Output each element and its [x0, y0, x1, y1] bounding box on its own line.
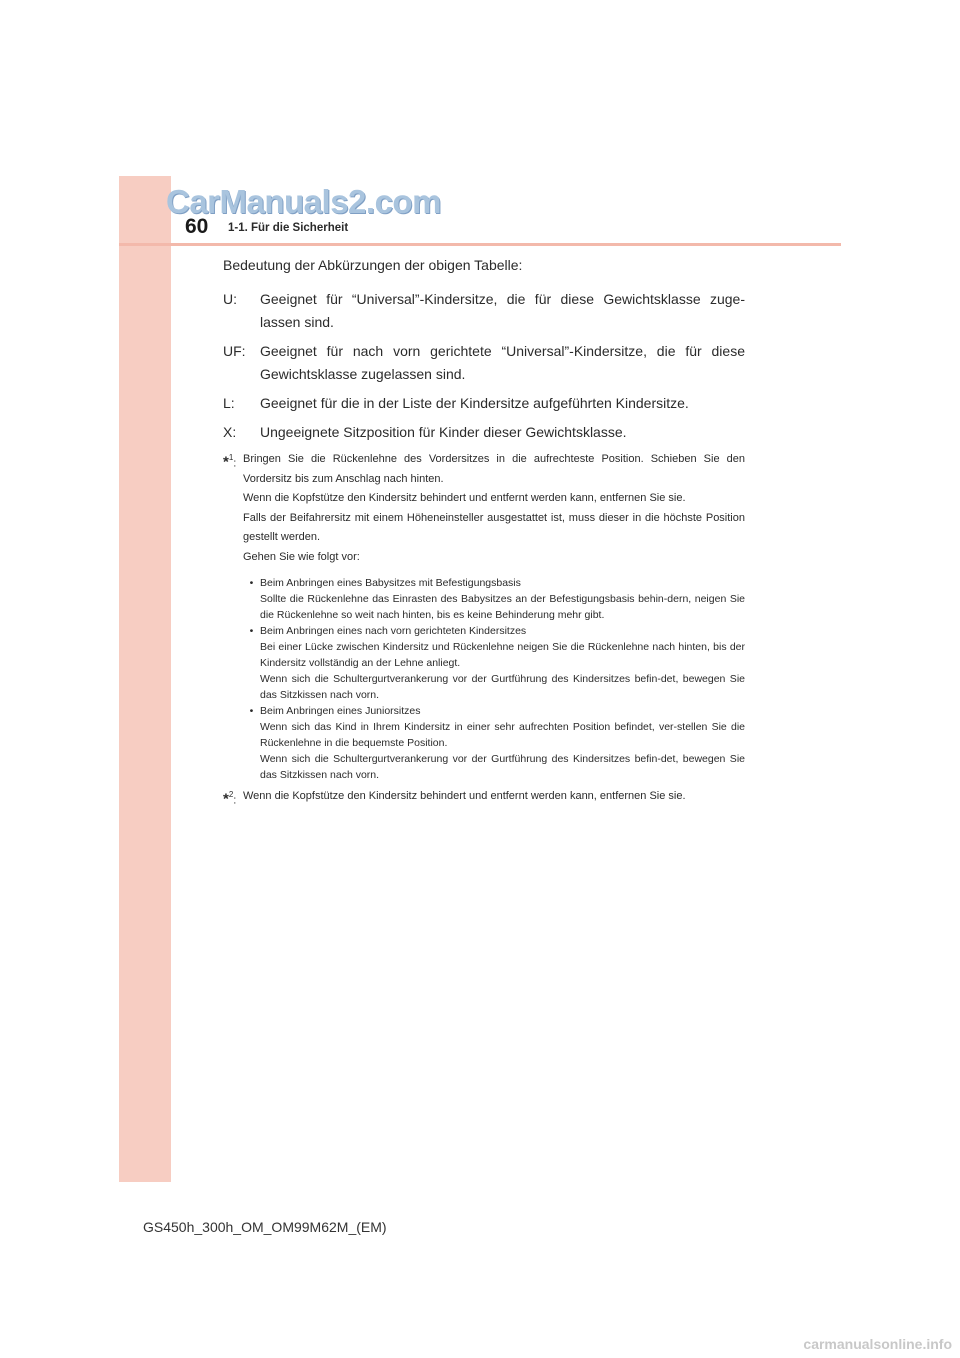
footnote-body: [243, 787, 745, 811]
bullet-icon: •: [249, 577, 254, 589]
bullet-line: Sollte die Rückenlehne das Einrasten des Babysitzes an der Befestigungsbasis behin-dern, neigen Sie die Rückenlehne so weit nach hinten, bis es keine Behinderung mehr gibt.: [260, 593, 745, 621]
bullet-line: Wenn sich die Schultergurtverankerung vor der Gurtführung des Kindersitzes befin-det, bewegen Sie das Sitzkissen nach vorn.: [260, 753, 745, 781]
bullet-line: Bei einer Lücke zwischen Kindersitz und Rückenlehne neigen Sie die Rückenlehne nach hinten, bis der Kindersitz vollständig an der Lehne anliegt.: [260, 641, 745, 669]
intro-text: Bedeutung der Abkürzungen der obigen Tabelle:: [223, 257, 523, 273]
abbreviation-key: L:: [223, 395, 235, 411]
abbreviation-key: X:: [223, 424, 237, 440]
abbreviation-item: [223, 421, 745, 444]
footnote-2: [223, 787, 745, 811]
footnote-paragraph: Gehen Sie wie folgt vor:: [243, 550, 360, 563]
bullet-line: Wenn sich die Schultergurtverankerung vor der Gurtführung des Kindersitzes befin-det, bewegen Sie das Sitzkissen nach vorn.: [260, 673, 745, 701]
footnote-paragraph: Wenn die Kopfstütze den Kindersitz behindert und entfernt werden kann, entfernen Sie sie.: [243, 492, 686, 504]
footnote-1: [223, 450, 745, 783]
bullet-line: Wenn sich das Kind in Ihrem Kindersitz in einer sehr aufrechten Position befindet, ver-stellen Sie die Rückenlehne in die bequemste Position.: [260, 721, 745, 749]
bullet-icon: •: [249, 625, 254, 637]
bullet-list: [243, 575, 745, 783]
header-rule: [119, 243, 841, 246]
page-content: [223, 255, 745, 811]
abbreviation-text: Geeignet für nach vorn gerichtete “Universal”-Kindersitze, die für diese Gewichtsklasse zugelassen sind.: [260, 343, 745, 382]
footnote-paragraph: Falls der Beifahrersitz mit einem Höheneinsteller ausgestattet ist, muss dieser in die höchste Position gestellt werden.: [243, 511, 745, 543]
abbreviation-key: U:: [223, 291, 237, 307]
document-code-footer: GS450h_300h_OM_OM99M62M_(EM): [143, 1219, 387, 1235]
abbreviation-key: UF:: [223, 343, 246, 359]
page-number: 60: [185, 215, 209, 238]
section-title: 1-1. Für die Sicherheit: [228, 222, 349, 234]
abbreviation-text: Ungeeignete Sitzposition für Kinder dieser Gewichtsklasse.: [260, 424, 627, 440]
side-color-band: [119, 176, 171, 1182]
list-item: [243, 575, 745, 623]
bullet-title: Beim Anbringen eines nach vorn gerichteten Kindersitzes: [260, 625, 527, 637]
footnote-body: [243, 450, 745, 783]
abbreviation-item: [223, 340, 745, 386]
abbreviation-item: [223, 392, 745, 415]
abbreviation-text: Geeignet für die in der Liste der Kindersitze aufgeführten Kindersitze.: [260, 395, 689, 411]
bullet-title: Beim Anbringen eines Babysitzes mit Befestigungsbasis: [260, 577, 521, 589]
list-item: [243, 703, 745, 783]
bullet-icon: •: [249, 705, 254, 717]
site-watermark-footer: carmanualsonline.info: [803, 1336, 952, 1352]
bullet-title: Beim Anbringen eines Juniorsitzes: [260, 705, 421, 717]
footnote-marker: *$^1$:: [223, 453, 237, 471]
abbreviation-item: [223, 288, 745, 334]
list-item: [243, 623, 745, 703]
footnote-paragraph: Bringen Sie die Rückenlehne des Vordersitzes in die aufrechteste Position. Schieben Sie den Vordersitz bis zum Anschlag nach hinten.: [243, 453, 745, 485]
abbreviation-text: Geeignet für “Universal”-Kindersitze, die für diese Gewichtsklasse zuge-lassen sind.: [260, 291, 745, 330]
footnote-paragraph: Wenn die Kopfstütze den Kindersitz behindert und entfernt werden kann, entfernen Sie sie.: [243, 790, 686, 802]
watermark-logo: CarManuals2.com: [166, 183, 441, 220]
footnote-marker: *$^2$:: [223, 790, 237, 808]
